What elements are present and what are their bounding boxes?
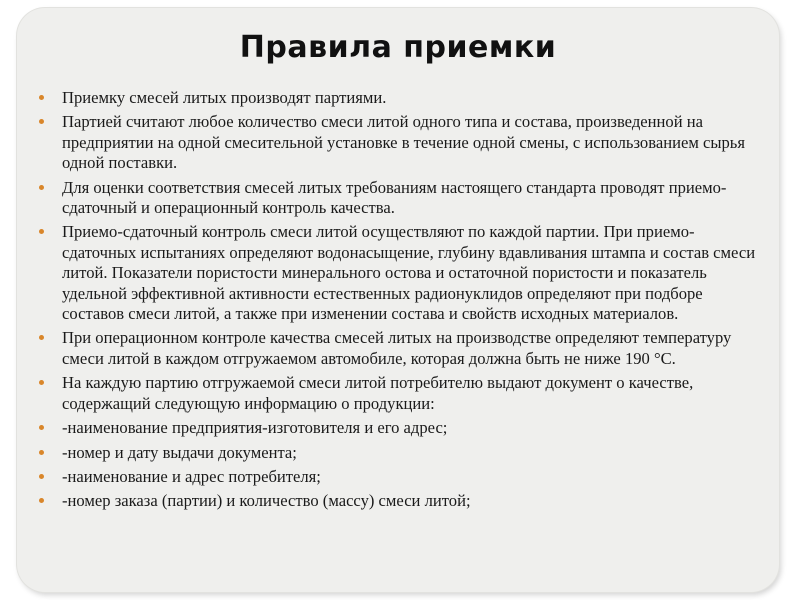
bullet-item bbox=[34, 418, 759, 438]
bullet-dot-icon bbox=[39, 119, 44, 124]
bullet-item bbox=[34, 443, 759, 463]
bullet-item bbox=[34, 88, 759, 108]
bullet-item bbox=[34, 467, 759, 487]
bullet-dot-icon bbox=[39, 474, 44, 479]
bullet-text: -наименование предприятия-изготовителя и его адрес; bbox=[62, 418, 448, 438]
bullet-list bbox=[34, 88, 759, 516]
bullet-dot-icon bbox=[39, 185, 44, 190]
bullet-item bbox=[34, 178, 759, 219]
bullet-text: -номер и дату выдачи документа; bbox=[62, 442, 297, 462]
bullet-item bbox=[34, 373, 759, 414]
bullet-text: -номер заказа (партии) и количество (массу) смеси литой; bbox=[62, 491, 471, 511]
bullet-text: Партией считают любое количество смеси литой одного типа и состава, произведенной на предприятии на одной смесительной установке в течение одной смены, с использованием сырья одной поставки. bbox=[62, 112, 745, 173]
bullet-dot-icon bbox=[39, 498, 44, 503]
bullet-item bbox=[34, 491, 759, 511]
bullet-dot-icon bbox=[39, 335, 44, 340]
slide bbox=[17, 8, 779, 592]
bullet-item bbox=[34, 112, 759, 173]
bullet-dot-icon bbox=[39, 425, 44, 430]
bullet-dot-icon bbox=[39, 450, 44, 455]
bullet-text: На каждую партию отгружаемой смеси литой потребителю выдают документ о качестве, содержащий следующую информацию о продукции: bbox=[62, 373, 694, 413]
bullet-text: Приемо-сдаточный контроль смеси литой осуществляют по каждой партии. При приемо-сдаточных испытаниях определяют водонасыщение, глубину вдавливания штампа и состав смеси литой. Показатели пористости минерального остова и остаточной пористости и показатель удельной эффективной активности естественных радионуклидов определяют при подборе составов смеси литой, а также при изменении состава и свойств исходных материалов. bbox=[62, 222, 756, 324]
bullet-dot-icon bbox=[39, 380, 44, 385]
bullet-dot-icon bbox=[39, 95, 44, 100]
bullet-text: Для оценки соответствия смесей литых требованиям настоящего стандарта проводят приемо-сдаточный и операционный контроль качества. bbox=[62, 177, 727, 218]
bullet-text: -наименование и адрес потребителя; bbox=[62, 466, 321, 486]
bullet-text: При операционном контроле качества смесей литых на производстве определяют температуру смеси литой в каждом отгружаемом автомобиле, которая должна быть не ниже 190 °С. bbox=[62, 328, 732, 368]
slide-title: Правила приемки bbox=[239, 30, 557, 65]
bullet-item bbox=[34, 328, 759, 369]
bullet-text: Приемку смесей литых производят партиями. bbox=[62, 88, 387, 107]
bullet-dot-icon bbox=[39, 229, 44, 234]
bullet-item bbox=[34, 222, 759, 324]
